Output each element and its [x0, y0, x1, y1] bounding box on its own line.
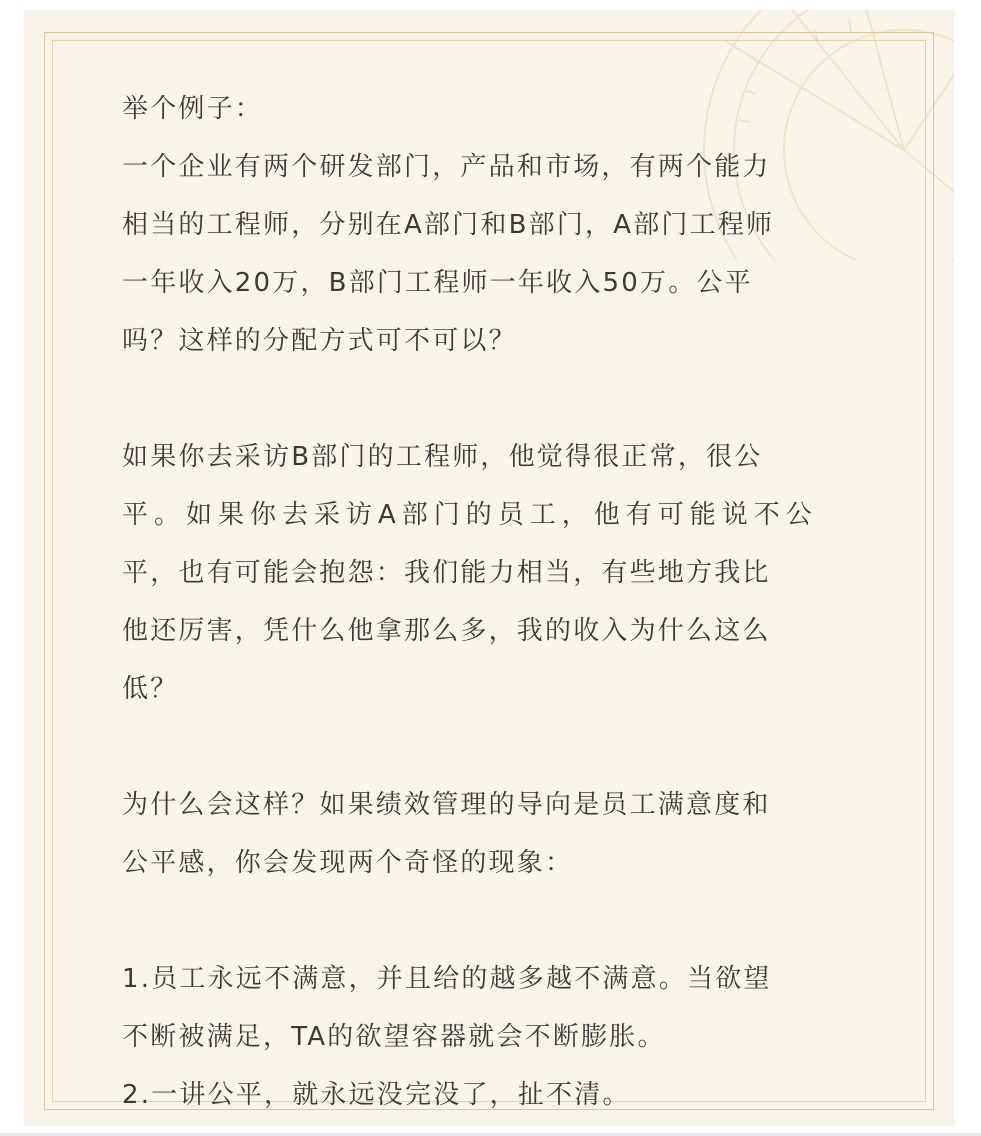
list-item: 2.一讲公平，就永远没完没了，扯不清。 — [122, 1080, 631, 1110]
paragraph-line: 一年收入20万，B部门工程师一年收入50万。公平 — [122, 268, 753, 298]
paragraph-line: 公平感，你会发现两个奇怪的现象： — [122, 848, 574, 878]
paragraph-line: 相当的工程师，分别在A部门和B部门，A部门工程师 — [122, 210, 775, 240]
paragraph-gap — [122, 370, 862, 428]
paragraph-line: 平。如果你去采访A部门的员工，他有可能说不公 — [122, 500, 818, 530]
article-page — [24, 10, 954, 1126]
paragraph-line: 吗？这样的分配方式可不可以？ — [122, 326, 517, 356]
paragraph-line: 低？ — [122, 674, 179, 704]
article-body — [122, 80, 862, 1124]
paragraph-line: 举个例子： — [122, 94, 264, 124]
paragraph-gap — [122, 718, 862, 776]
list-item: 1.员工永远不满意，并且给的越多越不满意。当欲望 — [122, 964, 772, 994]
paragraph-gap — [122, 892, 862, 950]
list-item: 不断被满足，TA的欲望容器就会不断膨胀。 — [122, 1022, 666, 1052]
paragraph-line: 如果你去采访B部门的工程师，他觉得很正常，很公 — [122, 442, 763, 472]
paragraph-line: 他还厉害，凭什么他拿那么多，我的收入为什么这么 — [122, 616, 771, 646]
paragraph-line: 为什么会这样？如果绩效管理的导向是员工满意度和 — [122, 790, 771, 820]
paragraph-line: 一个企业有两个研发部门，产品和市场，有两个能力 — [122, 152, 771, 182]
paragraph-line: 平，也有可能会抱怨：我们能力相当，有些地方我比 — [122, 558, 771, 588]
